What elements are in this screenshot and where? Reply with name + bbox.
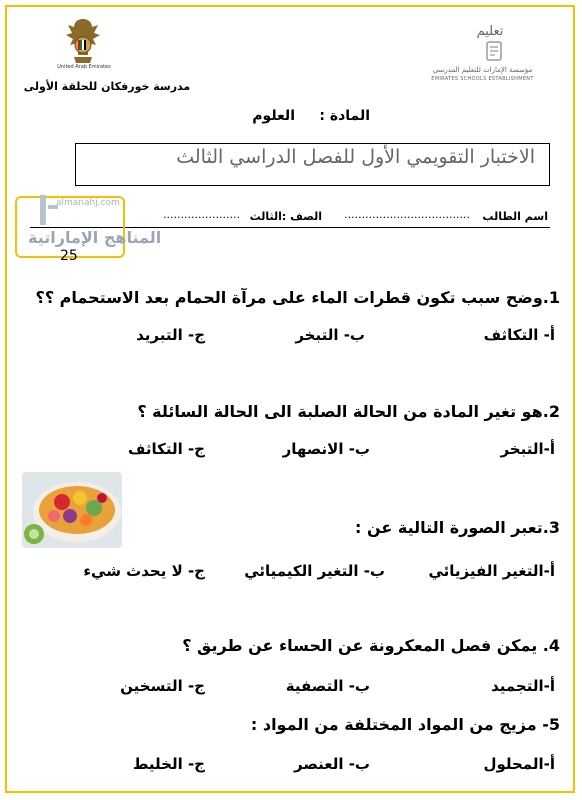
- q4-option-c[interactable]: ج- التسخين: [120, 677, 205, 695]
- q2-option-c[interactable]: ج- التكاثف: [127, 440, 205, 458]
- question-2: 2.هو تغير المادة من الحالة الصلبة الى الحالة السائلة ؟: [137, 402, 560, 421]
- ese-name-ar: مؤسسة الإمارات للتعليم المدرسي: [432, 66, 533, 74]
- subject-label: المادة :: [319, 108, 370, 124]
- student-name-dots: ....................................: [344, 208, 470, 221]
- exam-title: الاختبار التقويمي الأول للفصل الدراسي الثالث: [176, 146, 535, 168]
- q3-option-a[interactable]: أ-التغير الفيزيائي: [428, 562, 555, 580]
- question-3: 3.تعبر الصورة التالية عن :: [355, 518, 560, 537]
- grade-label: الصف :الثالث: [249, 210, 322, 223]
- ese-word: تعليم: [476, 24, 504, 39]
- emblem-caption: United Arab Emirates: [57, 64, 111, 70]
- q4-option-b[interactable]: ب- التصفية: [285, 677, 370, 695]
- ese-name-en: EMIRATES SCHOOLS ESTABLISHMENT: [431, 76, 534, 82]
- question-1: 1.وضح سبب تكون قطرات الماء على مرآة الحمام بعد الاستحمام ؟؟: [35, 288, 560, 307]
- q1-option-c[interactable]: ج- التبريد: [136, 326, 205, 344]
- q5-option-c[interactable]: ج- الخليط: [132, 755, 205, 773]
- ese-logo-icon: [486, 40, 502, 62]
- school-name: مدرسة خورفكان للحلقة الأولى: [23, 80, 191, 93]
- subject-value: العلوم: [252, 108, 295, 124]
- q2-option-b[interactable]: ب- الانصهار: [282, 440, 370, 458]
- uae-emblem-icon: [60, 15, 106, 69]
- student-name-label: اسم الطالب: [482, 210, 548, 223]
- watermark-url: almanahj.com: [56, 198, 120, 208]
- q3-option-b[interactable]: ب- التغير الكيميائي: [244, 562, 385, 580]
- q5-option-b[interactable]: ب- العنصر: [294, 755, 370, 773]
- q2-option-a[interactable]: أ-التبخر: [500, 440, 555, 458]
- section-dots: ......................: [163, 208, 240, 221]
- q1-option-a[interactable]: أ- التكاثف: [483, 326, 555, 344]
- score: 25: [60, 248, 78, 264]
- question-4: 4. يمكن فصل المعكرونة عن الحساء عن طريق ؟: [182, 636, 560, 655]
- q3-option-c[interactable]: ج- لا يحدث شيء: [83, 562, 205, 580]
- q1-option-b[interactable]: ب- التبخر: [295, 326, 365, 344]
- watermark-text: المناهج الإماراتية: [28, 228, 162, 247]
- q5-option-a[interactable]: أ-المحلول: [483, 755, 555, 773]
- question-5: 5- مزيج من المواد المختلفة من المواد :: [250, 715, 560, 734]
- q4-option-a[interactable]: أ-التجميد: [491, 677, 555, 695]
